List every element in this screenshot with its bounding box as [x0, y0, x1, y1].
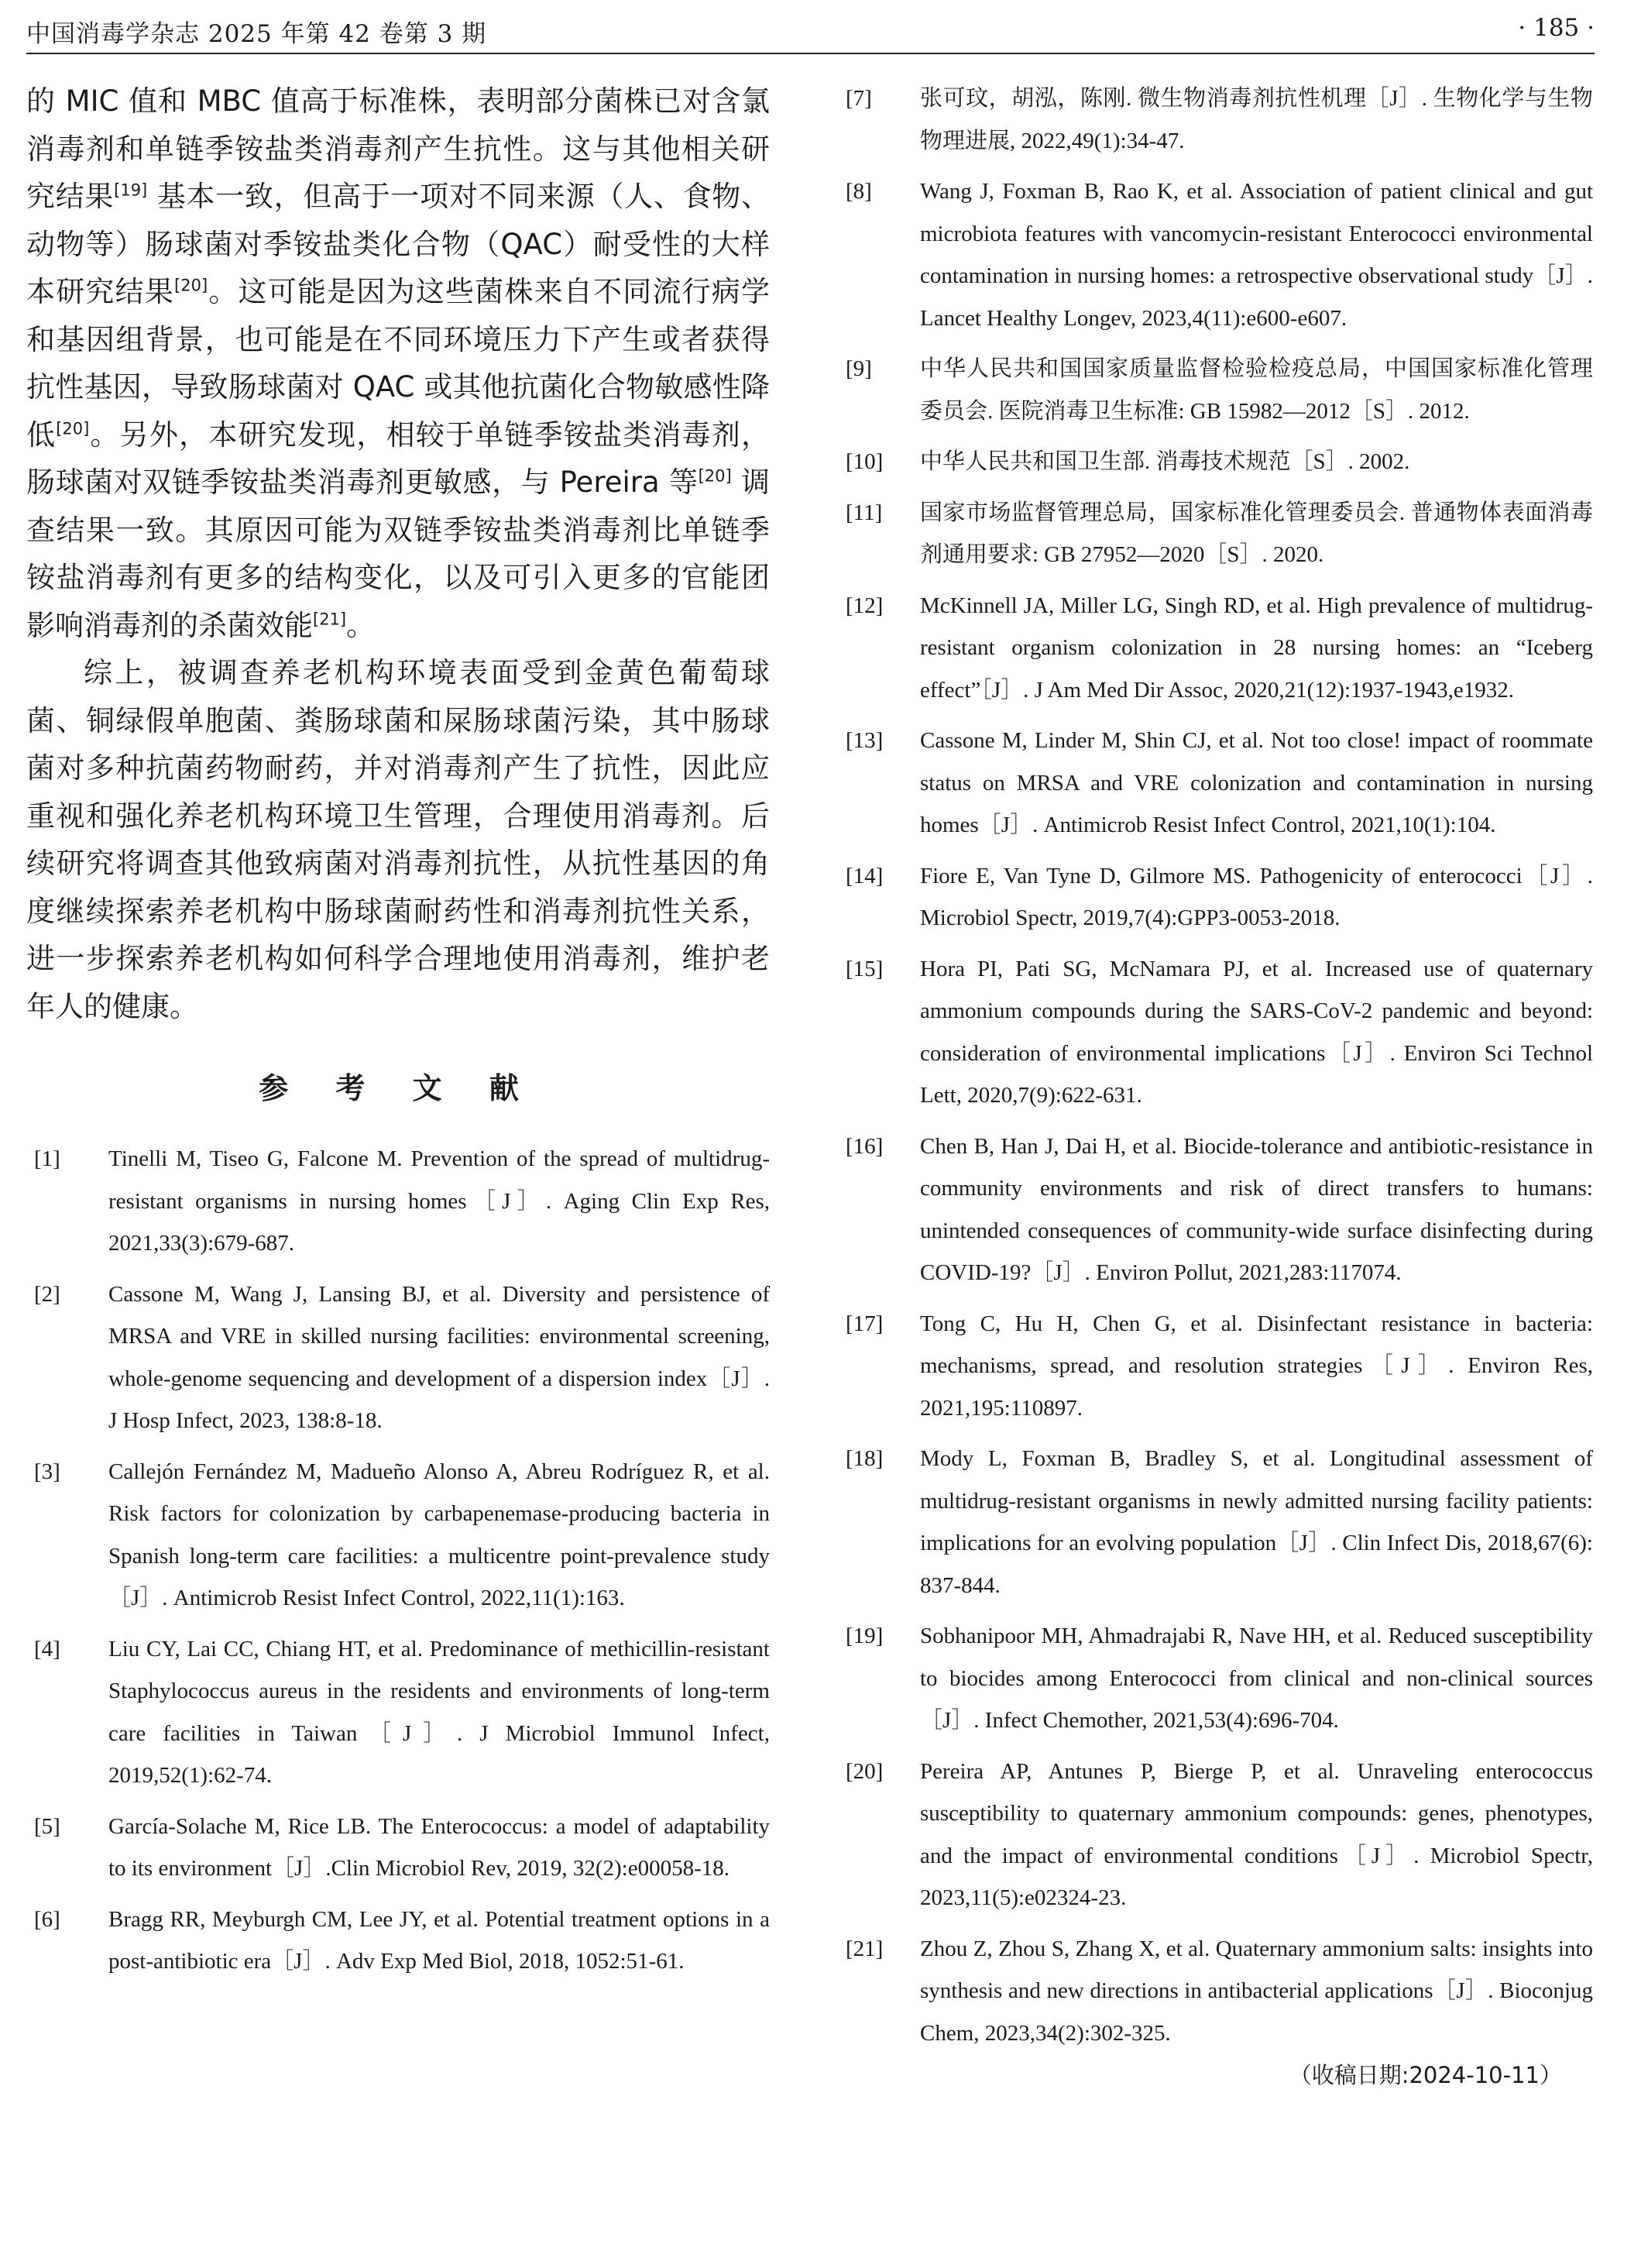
- reference-number: [7]: [846, 86, 872, 111]
- reference-list-left: [26, 1138, 770, 1983]
- reference-item: [838, 1928, 1593, 2055]
- reference-number: [11]: [846, 500, 883, 525]
- reference-item: [26, 1628, 770, 1797]
- reference-text: Callejón Fernández M, Madueño Alonso A, Abreu Rodríguez R, et al. Risk factors for colonization by carbapenemase-producing bacteria in Spanish long-term care facilities: a multicentre point-prevalence study［J］. Antimicrob Resist Infect Control, 2022,11(1):163.: [108, 1459, 770, 1610]
- reference-number: [3]: [34, 1459, 60, 1484]
- reference-item: [838, 855, 1593, 940]
- reference-text: Mody L, Foxman B, Bradley S, et al. Longitudinal assessment of multidrug-resistant organisms in newly admitted nursing facility patients: implications for an evolving population［J］. Clin Infect Dis, 2018,67(6): 837-844.: [920, 1446, 1593, 1598]
- reference-item: [838, 348, 1593, 432]
- reference-number: [18]: [846, 1446, 884, 1471]
- reference-item: [838, 492, 1593, 576]
- received-date: （收稿日期:2024-10-11）: [1289, 2062, 1562, 2088]
- reference-text: Fiore E, Van Tyne D, Gilmore MS. Pathogenicity of enterococci［J］. Microbiol Spectr, 2019,7(4):GPP3-0053-2018.: [920, 863, 1593, 930]
- reference-text: 中华人民共和国卫生部. 消毒技术规范［S］. 2002.: [920, 449, 1410, 474]
- reference-number: [17]: [846, 1311, 884, 1336]
- reference-list-right: [838, 77, 1593, 2054]
- reference-text: 中华人民共和国国家质量监督检验检疫总局，中国国家标准化管理委员会. 医院消毒卫生标准: GB 15982—2012［S］. 2012.: [920, 356, 1593, 424]
- journal-title: 中国消毒学杂志 2025 年第 42 卷第 3 期: [26, 20, 487, 48]
- reference-text: Liu CY, Lai CC, Chiang HT, et al. Predominance of methicillin-resistant Staphylococcus aureus in the residents and environments of long-term care facilities in Taiwan［J］. J Microbiol Immunol Infect, 2019,52(1):62-74.: [108, 1636, 770, 1788]
- citation-mark: [20]: [56, 419, 90, 438]
- body-text: 。另外，本研究发现，相较于单链季铵盐类消毒剂，肠球菌对双链季铵盐类消毒剂更敏感，与 Pereira 等: [26, 418, 771, 499]
- reference-item: [838, 1615, 1593, 1742]
- reference-number: [10]: [846, 449, 884, 474]
- reference-number: [21]: [846, 1936, 884, 1961]
- page-number: · 185 ·: [1518, 14, 1595, 42]
- reference-item: [838, 170, 1593, 339]
- citation-mark: [19]: [114, 180, 148, 200]
- running-header: [26, 9, 1595, 54]
- reference-text: Wang J, Foxman B, Rao K, et al. Association of patient clinical and gut microbiota features with vancomycin-resistant Enterococci environmental contamination in nursing homes: a retrospective observational study［J］. Lancet Healthy Longev, 2023,4(11):e600-e607.: [920, 179, 1593, 331]
- reference-number: [6]: [34, 1906, 60, 1932]
- reference-text: Sobhanipoor MH, Ahmadrajabi R, Nave HH, et al. Reduced susceptibility to biocides among Enterococci from clinical and non-clinical sources［J］. Infect Chemother, 2021,53(4):696-704.: [920, 1624, 1593, 1733]
- reference-item: [26, 1138, 770, 1265]
- reference-text: Bragg RR, Meyburgh CM, Lee JY, et al. Potential treatment options in a post-antibiotic era［J］. Adv Exp Med Biol, 2018, 1052:51-61.: [108, 1906, 770, 1974]
- body-text: 调查结果一致。其原因可能为双链季铵盐类消毒剂比单链季铵盐消毒剂有更多的结构变化，以及可引入更多的官能团影响消毒剂的杀菌效能: [26, 466, 771, 642]
- reference-number: [2]: [34, 1281, 60, 1307]
- reference-number: [16]: [846, 1133, 884, 1159]
- reference-item: [26, 1899, 770, 1983]
- reference-text: Chen B, Han J, Dai H, et al. Biocide-tolerance and antibiotic-resistance in community environments and risk of direct transfers to humans: unintended consequences of community-wide surface disinfecting during COVID-19?［J］. Environ Pollut, 2021,283:117074.: [920, 1133, 1593, 1285]
- body-text: 。: [346, 608, 376, 642]
- reference-item: [838, 77, 1593, 162]
- reference-text: Pereira AP, Antunes P, Bierge P, et al. Unraveling enterococcus susceptibility to quaternary ammonium compounds: genes, phenotypes, and the impact of environmental conditions［J］. Microbiol Spectr, 2023,11(5):e02324-23.: [920, 1758, 1593, 1910]
- right-column: [838, 77, 1593, 2092]
- reference-text: 国家市场监督管理总局，国家标准化管理委员会. 普通物体表面消毒剂通用要求: GB 27952—2020［S］. 2020.: [920, 500, 1593, 567]
- reference-text: Zhou Z, Zhou S, Zhang X, et al. Quaternary ammonium salts: insights into synthesis and new directions in antibacterial applications［J］. Bioconjug Chem, 2023,34(2):302-325.: [920, 1936, 1593, 2046]
- reference-number: [13]: [846, 728, 884, 753]
- body-text: 基本一致，但高于一项对不同来源（人、食物、动物等）肠球菌对季铵盐类化合物（QAC）耐受性的大样本研究结果: [26, 180, 770, 308]
- reference-item: [26, 1806, 770, 1890]
- reference-number: [5]: [34, 1813, 60, 1839]
- conclusion-paragraph: 综上，被调查养老机构环境表面受到金黄色葡萄球菌、铜绿假单胞菌、粪肠球菌和屎肠球菌污染，其中肠球菌对多种抗菌药物耐药，并对消毒剂产生了抗性，因此应重视和强化养老机构环境卫生管理，合理使用消毒剂。后续研究将调查其他致病菌对消毒剂抗性，从抗性基因的角度继续探索养老机构中肠球菌耐药性和消毒剂抗性关系，进一步探索养老机构如何科学合理地使用消毒剂，维护老年人的健康。: [26, 656, 770, 1023]
- reference-number: [19]: [846, 1624, 884, 1648]
- reference-number: [4]: [34, 1636, 60, 1661]
- reference-item: [838, 441, 1593, 483]
- citation-mark: [21]: [313, 610, 347, 629]
- reference-text: 张可玟，胡泓，陈刚. 微生物消毒剂抗性机理［J］. 生物化学与生物物理进展, 2022,49(1):34-47.: [920, 86, 1593, 153]
- reference-item: [838, 585, 1593, 712]
- citation-mark: [20]: [698, 466, 732, 486]
- reference-number: [1]: [34, 1146, 60, 1171]
- reference-text: Tinelli M, Tiseo G, Falcone M. Prevention of the spread of multidrug-resistant organisms in nursing homes［J］. Aging Clin Exp Res, 2021,33(3):679-687.: [108, 1146, 770, 1256]
- reference-text: Cassone M, Linder M, Shin CJ, et al. Not too close! impact of roommate status on MRSA and VRE colonization and contamination in nursing homes［J］. Antimicrob Resist Infect Control, 2021,10(1):104.: [920, 728, 1593, 837]
- reference-number: [20]: [846, 1758, 884, 1784]
- reference-text: García-Solache M, Rice LB. The Enterococcus: a model of adaptability to its environment［J］.Clin Microbiol Rev, 2019, 32(2):e00058-18.: [108, 1813, 770, 1881]
- body-paragraph-continued: [26, 77, 770, 649]
- reference-text: Hora PI, Pati SG, McNamara PJ, et al. Increased use of quaternary ammonium compounds during the SARS-CoV-2 pandemic and beyond: consideration of environmental implications［J］. Environ Sci Technol Lett, 2020,7(9):622-631.: [920, 956, 1593, 1108]
- reference-item: [26, 1273, 770, 1442]
- reference-item: [838, 1751, 1593, 1919]
- body-text: 的 MIC 值和 MBC 值高于标准株，表明部分菌株已对含氯消毒剂和单链季铵盐类消毒剂产生抗性。这与其他相关研究结果: [26, 84, 770, 213]
- reference-text: McKinnell JA, Miller LG, Singh RD, et al. High prevalence of multidrug-resistant organism colonization in 28 nursing homes: an “Iceberg effect”［J］. J Am Med Dir Assoc, 2020,21(12):1937-1943,e1932.: [920, 593, 1593, 703]
- reference-number: [12]: [846, 593, 884, 618]
- reference-item: [26, 1451, 770, 1620]
- reference-number: [8]: [846, 179, 872, 204]
- reference-item: [838, 720, 1593, 847]
- reference-item: [838, 1125, 1593, 1294]
- reference-item: [838, 948, 1593, 1117]
- references-heading: 参 考 文 献: [259, 1071, 537, 1105]
- reference-number: [14]: [846, 863, 884, 888]
- reference-item: [838, 1438, 1593, 1606]
- reference-item: [838, 1303, 1593, 1430]
- reference-number: [15]: [846, 956, 884, 981]
- citation-mark: [20]: [174, 276, 208, 295]
- reference-number: [9]: [846, 356, 872, 381]
- left-column: [26, 77, 770, 1991]
- body-text: 。这可能是因为这些菌株来自不同流行病学和基因组背景，也可能是在不同环境压力下产生或者获得抗性基因，导致肠球菌对 QAC 或其他抗菌化合物敏感性降低: [26, 275, 771, 452]
- reference-text: Tong C, Hu H, Chen G, et al. Disinfectant resistance in bacteria: mechanisms, spread, and resolution strategies［J］. Environ Res, 2021,195:110897.: [920, 1311, 1593, 1421]
- reference-text: Cassone M, Wang J, Lansing BJ, et al. Diversity and persistence of MRSA and VRE in skilled nursing facilities: environmental screening, whole-genome sequencing and development of a dispersion index［J］. J Hosp Infect, 2023, 138:8-18.: [108, 1281, 770, 1433]
